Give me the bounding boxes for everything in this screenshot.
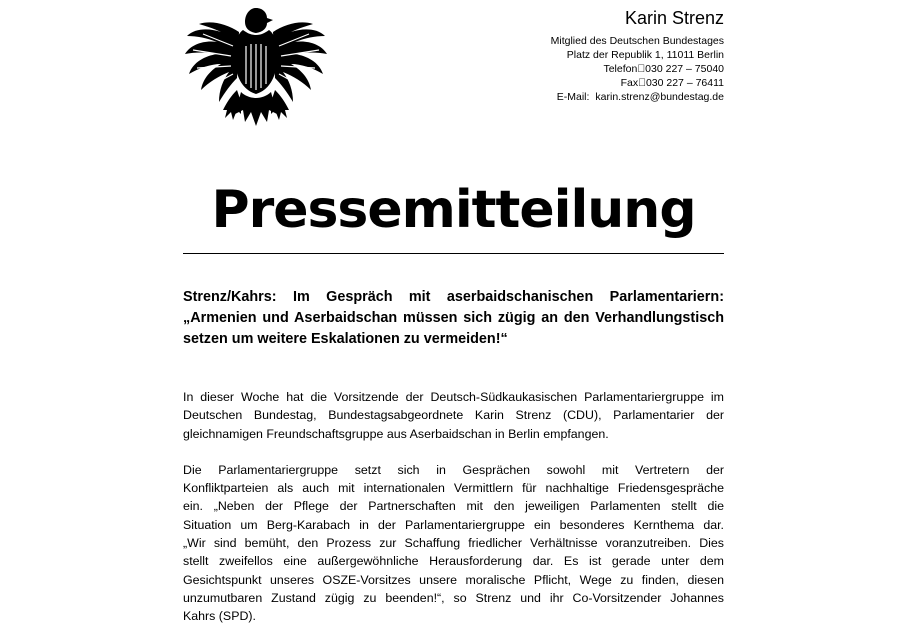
sender-phone: Telefon 030 227 – 75040 [603, 63, 724, 75]
sender-address: Platz der Republik 1, 11011 Berlin [566, 49, 724, 61]
body-line: gleichnamigen Freundschaftsgruppe aus Aserbaidschan in Berlin empfangen. [183, 426, 609, 441]
federal-eagle-icon [183, 6, 329, 128]
body-line: Deutschen Bundestag, Bundestagsabgeordnete Karin Strenz (CDU), Parlamentarier der [183, 408, 724, 423]
sender-name: Karin Strenz [624, 8, 724, 28]
body-line: Konfliktparteien als auch mit internationalen Vermittlern für nachhaltige Friedensgespräche [183, 481, 724, 496]
body-line: Kahrs (SPD). [183, 609, 256, 624]
page-title: Pressemitteilung [211, 180, 696, 240]
press-body [183, 388, 724, 630]
sender-email-row [551, 90, 724, 104]
headline-line: „Armenien und Aserbaidschan müssen sich zügig an den Verhandlungstisch [183, 310, 724, 326]
body-line: Situation um Berg-Karabach in der Parlamentariergruppe ein besonderes Kernthema dar. [183, 517, 724, 532]
email-label: E-Mail: [556, 91, 590, 103]
body-line: stellt zweifellos eine außergewöhnliche Herausforderung dar. Es ist gerade unter dem [183, 554, 724, 569]
email-address: karin.strenz@bundestag.de [595, 91, 724, 103]
headline-line: setzen um weitere Eskalationen zu vermeiden!“ [183, 331, 508, 347]
sender-fax: Fax 030 227 – 76411 [620, 77, 724, 89]
body-line: unzumutbaren Zustand zügig zu beenden!“, so Strenz und ihr Co-Vorsitzender Johannes [183, 590, 724, 605]
body-line: Die Parlamentariergruppe setzt sich in Gesprächen sowohl mit Vertretern der [183, 462, 724, 477]
letterhead [551, 6, 724, 104]
title-divider [183, 253, 724, 254]
paragraph-2 [183, 461, 724, 626]
body-line: ein. „Neben der Pflege der Partnerschaften mit den jeweiligen Parlamenten stellt die [183, 499, 724, 514]
sender-position: Mitglied des Deutschen Bundestages [550, 35, 724, 47]
body-line: Gesichtspunkt unseres OSZE-Vorsitzes unsere moralische Pflicht, Wege zu finden, diesen [183, 572, 724, 587]
body-line: In dieser Woche hat die Vorsitzende der Deutsch-Südkaukasischen Parlamentariergruppe im [183, 390, 724, 404]
body-line: „Wir sind bemüht, den Prozess zur Schaffung friedlicher Verhältnisse voranzutreiben. Dies [183, 536, 724, 551]
headline-line: Strenz/Kahrs: Im Gespräch mit aserbaidschanischen Parlamentariern: [183, 289, 724, 305]
press-headline [183, 287, 724, 350]
paragraph-1 [183, 388, 724, 443]
